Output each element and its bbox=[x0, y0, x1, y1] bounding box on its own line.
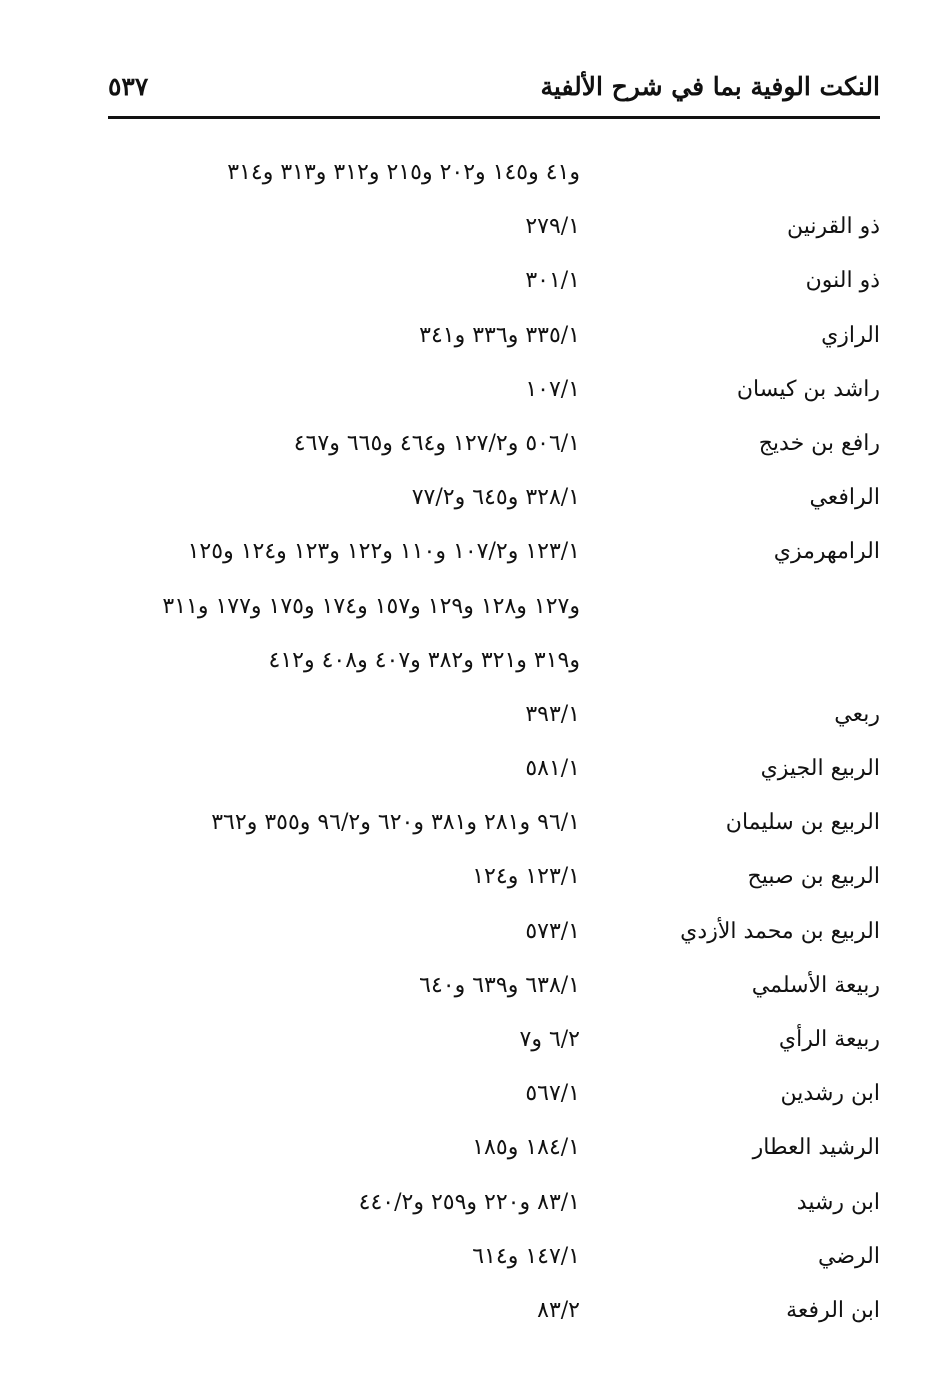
index-entry bbox=[100, 206, 880, 260]
entry-name: رافع بن خديج bbox=[758, 430, 880, 456]
entry-name: الربيع بن سليمان bbox=[725, 810, 880, 836]
book-title: النكت الوفية بما في شرح الألفية bbox=[540, 72, 880, 101]
entry-references: و١٢٧ و١٢٨ و١٢٩ و١٥٧ و١٧٤ و١٧٥ و١٧٧ و٣١١ bbox=[162, 593, 580, 619]
index-entry bbox=[100, 802, 880, 856]
page-header bbox=[108, 66, 880, 119]
index-entry bbox=[100, 640, 880, 694]
entry-references: و٣١٩ و٣٢١ و٣٨٢ و٤٠٧ و٤٠٨ و٤١٢ bbox=[268, 647, 580, 673]
entry-references: ٣٩٣/١ bbox=[525, 701, 580, 727]
entry-name: ذو النون bbox=[805, 268, 880, 294]
entry-name: الرامهرمزي bbox=[773, 539, 880, 565]
entry-references: ٦٣٨/١ و٦٣٩ و٦٤٠ bbox=[419, 972, 580, 998]
entry-name: ذو القرنين bbox=[786, 214, 880, 240]
index-entry bbox=[100, 423, 880, 477]
entry-references: ٣٠١/١ bbox=[525, 268, 580, 294]
entry-name: الرازي bbox=[821, 322, 880, 348]
entry-name: ابن الرفعة bbox=[786, 1297, 880, 1323]
entry-references: ٥٧٣/١ bbox=[525, 918, 580, 944]
entry-name: الربيع بن صبيح bbox=[747, 864, 880, 890]
index-entry bbox=[100, 694, 880, 748]
entry-references: ٥٦٧/١ bbox=[525, 1081, 580, 1107]
entry-references: ١٨٤/١ و١٨٥ bbox=[472, 1135, 580, 1161]
entry-name: الرشيد العطار bbox=[752, 1135, 880, 1161]
index-entry bbox=[100, 1019, 880, 1073]
entry-references: ٥٨١/١ bbox=[525, 756, 580, 782]
entry-name: الرافعي bbox=[809, 485, 880, 511]
index-entry bbox=[100, 477, 880, 531]
index-entry bbox=[100, 152, 880, 206]
index-entry bbox=[100, 748, 880, 802]
index-entry bbox=[100, 260, 880, 314]
index-entry bbox=[100, 1236, 880, 1290]
entry-name: ابن رشدين bbox=[780, 1081, 880, 1107]
entry-references: ١٤٧/١ و٦١٤ bbox=[472, 1243, 580, 1269]
entry-name: ربيعة الأسلمي bbox=[751, 972, 880, 998]
index-entry bbox=[100, 911, 880, 965]
entry-name: ابن رشيد bbox=[796, 1189, 880, 1215]
entry-references: ٦/٢ و٧ bbox=[519, 1027, 580, 1052]
entry-references: ٣٣٥/١ و٣٣٦ و٣٤١ bbox=[419, 322, 580, 348]
entry-name: ربيعة الرأي bbox=[778, 1027, 880, 1052]
entry-name: الرضي bbox=[818, 1243, 880, 1269]
entry-references: ٢٧٩/١ bbox=[525, 214, 580, 240]
index-entry bbox=[100, 369, 880, 423]
entry-name: الربيع بن محمد الأزدي bbox=[680, 918, 880, 944]
entry-references: و٤١ و١٤٥ و٢٠٢ و٢١٥ و٣١٢ و٣١٣ و٣١٤ bbox=[227, 160, 580, 185]
entry-name: الربيع الجيزي bbox=[760, 756, 880, 782]
entry-references: ٥٠٦/١ و١٢٧/٢ و٤٦٤ و٦٦٥ و٤٦٧ bbox=[293, 430, 580, 456]
entry-name: ربعي bbox=[834, 701, 880, 727]
entry-references: ١٢٣/١ و١٢٤ bbox=[472, 864, 580, 890]
index-entry bbox=[100, 1073, 880, 1127]
entry-references: ٣٢٨/١ و٦٤٥ و٧٧/٢ bbox=[411, 485, 580, 511]
index-entry bbox=[100, 1290, 880, 1344]
index-entry bbox=[100, 1182, 880, 1236]
page-number: ٥٣٧ bbox=[108, 72, 149, 101]
index-entry bbox=[100, 586, 880, 640]
entry-name: راشد بن كيسان bbox=[736, 376, 880, 402]
index-entry bbox=[100, 856, 880, 910]
entry-references: ٨٣/٢ bbox=[537, 1297, 580, 1323]
index-list bbox=[100, 152, 880, 1344]
entry-references: ٨٣/١ و٢٢٠ و٢٥٩ و٤٤٠/٢ bbox=[358, 1189, 580, 1215]
entry-references: ١٠٧/١ bbox=[525, 376, 580, 402]
index-entry bbox=[100, 315, 880, 369]
index-entry bbox=[100, 1127, 880, 1181]
index-entry bbox=[100, 965, 880, 1019]
index-entry bbox=[100, 531, 880, 585]
entry-references: ٩٦/١ و٢٨١ و٣٨١ و٦٢٠ و٩٦/٢ و٣٥٥ و٣٦٢ bbox=[211, 810, 580, 836]
entry-references: ١٢٣/١ و١٠٧/٢ و١١٠ و١٢٢ و١٢٣ و١٢٤ و١٢٥ bbox=[187, 539, 580, 565]
